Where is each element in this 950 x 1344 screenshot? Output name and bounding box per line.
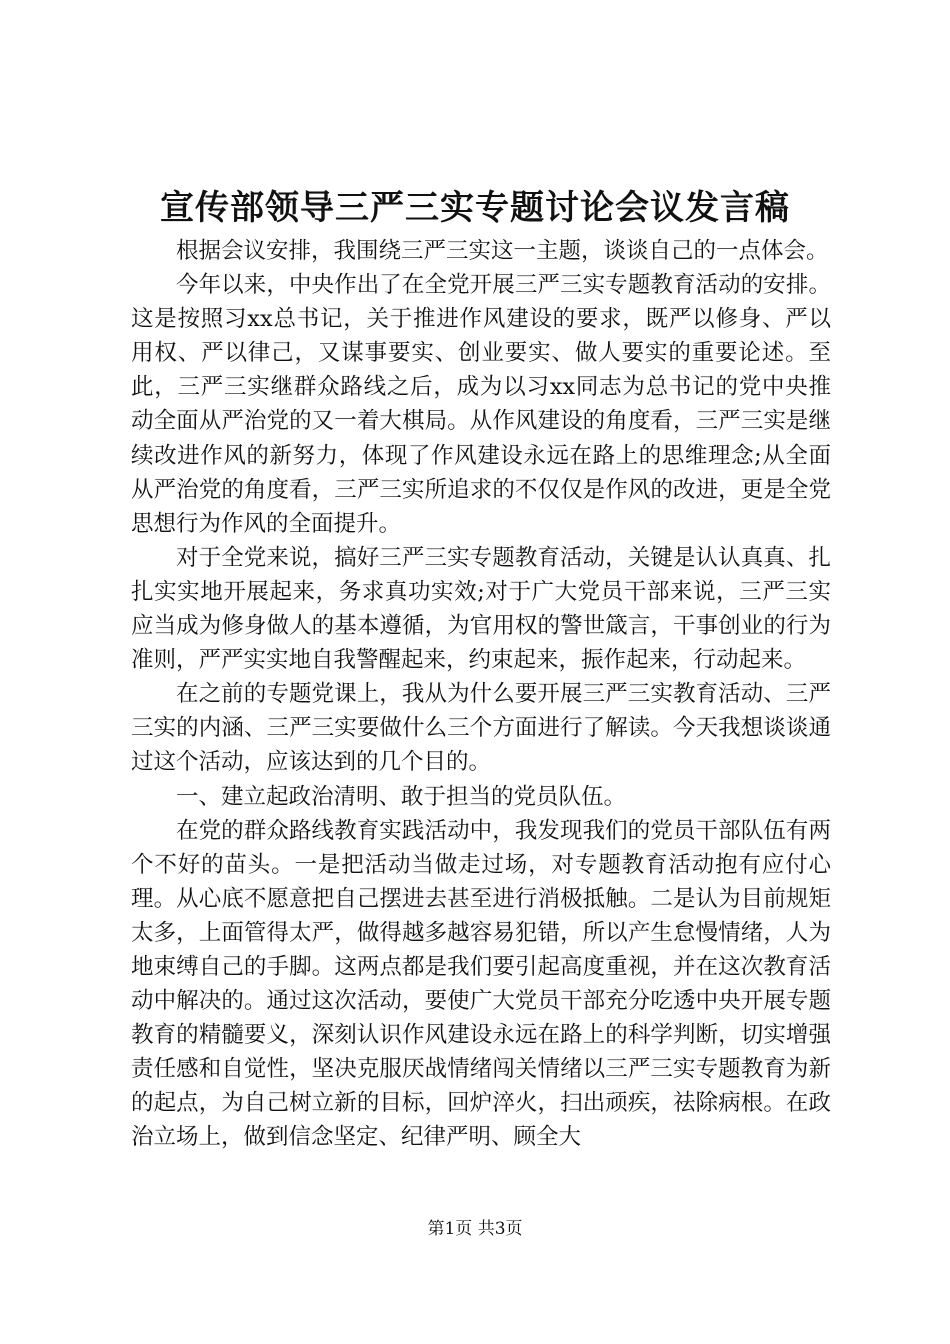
paragraph: 在党的群众路线教育实践活动中，我发现我们的党员干部队伍有两个不好的苗头。一是把活动当做走过场，对专题教育活动抱有应付心理。从心底不愿意把自己摆进去甚至进行消极抵触。二是认为目前规矩太多，上面管得太严，做得越多越容易犯错，所以产生怠慢情绪，人为地束缚自己的手脚。这两点都是我们要引起高度重视，并在这次教育活动中解决的。通过这次活动，要使广大党员干部充分吃透中央开展专题教育的精髓要义，深刻认识作风建设永远在路上的科学判断，切实增强责任感和自觉性，坚决克服厌战情绪闯关情绪以三严三实专题教育为新的起点，为自己树立新的目标，回炉淬火，扫出顽疾，祛除病根。在政治立场上，做到信念坚定、纪律严明、顾全大 (131, 817, 831, 1151)
paragraph: 根据会议安排，我围绕三严三实这一主题，谈谈自己的一点体会。 (176, 238, 829, 264)
paragraph: 在之前的专题党课上，我从为什么要开展三严三实教育活动、三严三实的内涵、三严三实要做什么三个方面进行了解读。今天我想谈谈通过这个活动，应该达到的几个目的。 (131, 681, 831, 776)
document-title: 宣传部领导三严三实专题讨论会议发言稿 (160, 188, 790, 228)
document-body (131, 234, 831, 1155)
paragraph: 对于全党来说，搞好三严三实专题教育活动，关键是认认真真、扎扎实实地开展起来，务求真功实效;对于广大党员干部来说，三严三实应当成为修身做人的基本遵循，为官用权的警世箴言，干事创业的行为准则，严严实实地自我警醒起来，约束起来，振作起来，行动起来。 (131, 544, 831, 674)
section-heading: 一、建立起政治清明、敢于担当的党员队伍。 (176, 783, 627, 810)
paragraph: 今年以来，中央作出了在全党开展三严三实专题教育活动的安排。这是按照习xx总书记，关于推进作风建设的要求，既严以修身、严以用权、严以律己，又谋事要实、创业要实、做人要实的重要论述。至此，三严三实继群众路线之后，成为以习xx同志为总书记的党中央推动全面从严治党的又一着大棋局。从作风建设的角度看，三严三实是继续改进作风的新努力，体现了作风建设永远在路上的思维理念;从全面从严治党的角度看，三严三实所追求的不仅仅是作风的改进，更是全党思想行为作风的全面提升。 (131, 272, 831, 537)
page-number-footer: 第1页 共3页 (427, 1219, 523, 1239)
